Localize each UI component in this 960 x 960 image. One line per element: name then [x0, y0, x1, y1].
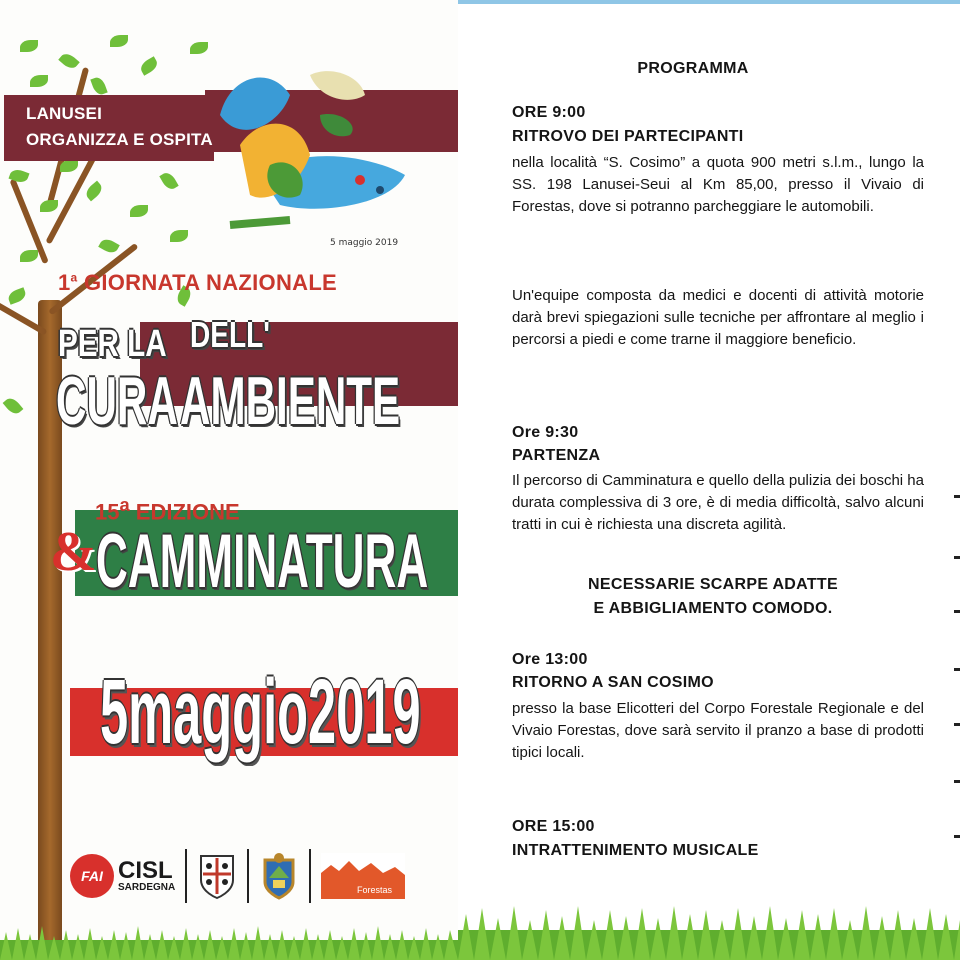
leaf-icon — [170, 230, 188, 242]
giornata-title — [58, 270, 337, 296]
emblem-caption: 5 maggio 2019 — [330, 238, 399, 248]
leaf-icon — [130, 205, 148, 217]
section-title: RITROVO DEI PARTECIPANTI — [512, 128, 744, 145]
edge-mark — [954, 835, 960, 838]
leaf-icon — [83, 181, 105, 202]
organizer-line-2: ORGANIZZA E OSPITA — [26, 130, 213, 149]
leaf-icon — [60, 160, 78, 172]
cisl-text-block — [118, 859, 175, 893]
fai-logo-icon: FAI — [70, 854, 114, 898]
event-emblem-icon — [200, 55, 420, 255]
section-time: ORE 9:00 — [512, 104, 586, 121]
event-date: 5maggio2019 — [100, 661, 421, 763]
section-body: presso la base Elicotteri del Corpo Forestale Regionale e del Vivaio Forestas, dove sarà servito il pranzo a base di prodotti tipici locali. — [512, 700, 924, 761]
leaf-icon — [98, 236, 120, 255]
equipment-note: NECESSARIE SCARPE ADATTE — [588, 576, 838, 593]
ampersand: & — [50, 521, 97, 583]
leaf-icon — [30, 75, 48, 87]
leaf-icon — [20, 40, 38, 52]
flyer-cover — [0, 0, 458, 960]
edge-mark — [954, 556, 960, 559]
section-body: Il percorso di Camminatura e quello della pulizia dei boschi ha durata complessiva di 3 ore, è di media difficoltà, salvo alcuni tratti in cui è richiesta una discreta agilità. — [512, 472, 924, 533]
section-body: Un'equipe composta da medici e docenti di attività motorie darà brevi spiegazioni sulle tecniche per affrontare al meglio i percorsi a piedi e come trarne il maggiore beneficio. — [512, 287, 924, 348]
title-dell: DELL' — [190, 314, 270, 355]
leaf-icon — [20, 250, 38, 262]
mountain-icon — [321, 853, 405, 899]
giornata-sup: a — [70, 270, 78, 285]
leaf-icon — [159, 170, 178, 192]
forestas-label: Forestas — [357, 885, 393, 895]
sardegna-text: SARDEGNA — [118, 882, 176, 893]
leaf-icon — [40, 200, 58, 212]
logo-divider — [247, 849, 249, 903]
section-body: nella località “S. Cosimo” a quota 900 metri s.l.m., lungo la SS. 198 Lanusei-Seui al Km 85,00, presso il Vivaio di Forestas, dove si potranno parcheggiare le automobili. — [512, 154, 924, 215]
leaf-icon — [6, 287, 27, 304]
edizione-sup: a — [119, 494, 130, 515]
grass-strip — [0, 922, 458, 960]
edizione-text: EDIZIONE — [129, 499, 240, 525]
edge-mark — [954, 495, 960, 498]
sardinia-crest-icon — [197, 852, 237, 900]
leaf-icon — [3, 395, 24, 417]
title-ambiente: AMBIENTE — [180, 363, 401, 439]
leaf-icon — [110, 35, 128, 47]
top-rule — [458, 0, 960, 4]
title-per-la: PER LA — [58, 323, 167, 365]
logo-divider — [185, 849, 187, 903]
section-title: INTRATTENIMENTO MUSICALE — [512, 842, 759, 859]
leaf-icon — [138, 56, 160, 75]
forestas-logo — [321, 853, 405, 899]
fai-cisl-logo — [70, 854, 175, 898]
leaf-icon — [190, 42, 208, 54]
program-panel — [458, 0, 960, 960]
equipment-note: E ABBIGLIAMENTO COMODO. — [593, 600, 833, 617]
giornata-text: GIORNATA NAZIONALE — [77, 270, 338, 295]
sponsor-logos — [70, 845, 440, 907]
cisl-text: CISL — [118, 857, 173, 884]
leaf-icon — [90, 75, 107, 96]
giornata-number: 1 — [58, 270, 71, 295]
section-title: RITORNO A SAN COSIMO — [512, 674, 714, 691]
section-time: Ore 9:30 — [512, 424, 579, 441]
edge-mark — [954, 610, 960, 613]
edizione-number: 15 — [95, 499, 120, 525]
section-time: Ore 13:00 — [512, 651, 588, 668]
organizer-box — [4, 95, 214, 161]
edge-mark — [954, 780, 960, 783]
program-title: PROGRAMMA — [637, 60, 749, 77]
edge-mark — [954, 723, 960, 726]
section-time: ORE 15:00 — [512, 818, 595, 835]
edge-mark — [954, 668, 960, 671]
organizer-line-1: LANUSEI — [26, 104, 103, 123]
lanusei-crest-icon — [259, 852, 299, 900]
grass-strip — [458, 900, 960, 960]
logo-divider — [309, 849, 311, 903]
section-title: PARTENZA — [512, 447, 601, 464]
leaf-icon — [58, 51, 80, 72]
title-camminatura: CAMMINATURA — [96, 519, 429, 604]
title-cura: CURA — [56, 363, 178, 439]
